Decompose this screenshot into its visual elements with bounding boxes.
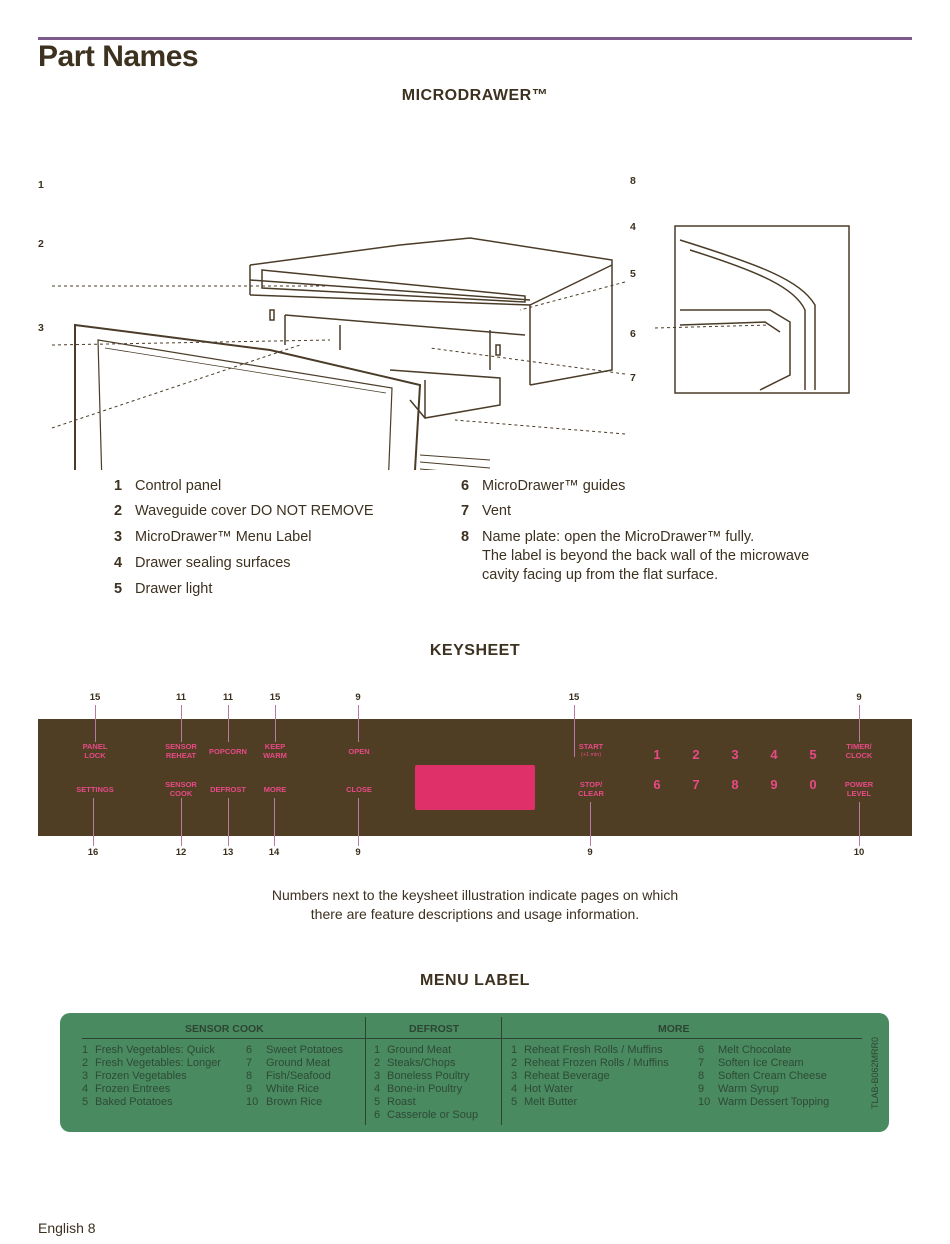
keysheet-page-number: 16 bbox=[87, 847, 99, 858]
close-key[interactable]: CLOSE bbox=[346, 785, 372, 794]
leader-line bbox=[228, 705, 229, 742]
leader-line bbox=[93, 798, 94, 846]
leader-line bbox=[859, 802, 860, 846]
column-divider bbox=[365, 1017, 366, 1125]
stop-clear-key[interactable]: STOP/ CLEAR bbox=[578, 780, 604, 798]
list-item: 8 Soften Cream Cheese bbox=[698, 1070, 827, 1082]
keysheet-page-number: 12 bbox=[175, 847, 187, 858]
more-key[interactable]: MORE bbox=[263, 785, 287, 794]
list-item: 4 Hot Water bbox=[511, 1083, 574, 1095]
keysheet-page-number: 15 bbox=[89, 692, 101, 703]
digit-key-4[interactable]: 4 bbox=[770, 747, 778, 762]
keysheet-page-number: 15 bbox=[269, 692, 281, 703]
leader-line bbox=[274, 798, 275, 846]
keysheet-page-number: 13 bbox=[222, 847, 234, 858]
keysheet-page-number: 9 bbox=[587, 847, 593, 858]
keysheet-title: KEYSHEET bbox=[429, 642, 521, 659]
list-item: 6 Casserole or Soup bbox=[374, 1109, 479, 1121]
page-footer: English 8 bbox=[38, 1220, 96, 1236]
list-item: 3 Boneless Poultry bbox=[374, 1070, 470, 1082]
leader-line bbox=[181, 798, 182, 846]
callout-2: 2 bbox=[38, 238, 44, 250]
list-item: 9 Warm Syrup bbox=[698, 1083, 779, 1095]
panel-lock-key[interactable]: PANEL LOCK bbox=[82, 742, 108, 760]
list-item: 10 Brown Rice bbox=[246, 1096, 323, 1108]
digit-key-1[interactable]: 1 bbox=[653, 747, 661, 762]
more-list-b bbox=[698, 1044, 829, 1109]
part-item: 6 MicroDrawer™ guides bbox=[461, 478, 626, 494]
part-item: 5 Drawer light bbox=[114, 581, 213, 597]
sensor-cook-key[interactable]: SENSOR COOK bbox=[165, 780, 197, 798]
list-item: 5 Baked Potatoes bbox=[82, 1096, 173, 1108]
leader-line bbox=[95, 705, 96, 742]
display-window bbox=[415, 765, 535, 810]
callout-4: 4 bbox=[630, 221, 636, 233]
defrost-key[interactable]: DEFROST bbox=[210, 785, 246, 794]
parts-list bbox=[0, 0, 950, 620]
list-item: 7 Soften Ice Cream bbox=[698, 1057, 804, 1069]
callout-5: 5 bbox=[630, 268, 636, 280]
digit-key-8[interactable]: 8 bbox=[731, 777, 739, 792]
keysheet-note-line-1: Numbers next to the keysheet illustration indicate pages on which bbox=[271, 887, 679, 903]
settings-key[interactable]: SETTINGS bbox=[76, 785, 114, 794]
leader-line bbox=[275, 705, 276, 742]
keysheet-page-number: 11 bbox=[222, 692, 234, 703]
keep-warm-key[interactable]: KEEP WARM bbox=[263, 742, 287, 760]
list-item: 3 Reheat Beverage bbox=[511, 1070, 610, 1082]
part-item: 7 Vent bbox=[461, 503, 512, 519]
leader-line bbox=[358, 798, 359, 846]
part-item: 1 Control panel bbox=[114, 478, 222, 494]
digit-key-5[interactable]: 5 bbox=[809, 747, 817, 762]
callout-1: 1 bbox=[38, 179, 44, 191]
digit-key-3[interactable]: 3 bbox=[731, 747, 739, 762]
more-list-a bbox=[511, 1044, 669, 1109]
digit-key-6[interactable]: 6 bbox=[653, 777, 661, 792]
sensor-cook-list-a bbox=[82, 1044, 221, 1109]
leader-line bbox=[228, 798, 229, 846]
timer-clock-key[interactable]: TIMER/ CLOCK bbox=[845, 742, 873, 760]
digit-key-0[interactable]: 0 bbox=[809, 777, 817, 792]
part-item: 8 Name plate: open the MicroDrawer™ fully. bbox=[461, 529, 755, 545]
list-item: 1 Reheat Fresh Rolls / Muffins bbox=[511, 1044, 663, 1056]
sensor-cook-header: SENSOR COOK bbox=[185, 1023, 264, 1035]
digit-key-7[interactable]: 7 bbox=[692, 777, 700, 792]
list-item: 6 Sweet Potatoes bbox=[246, 1044, 344, 1056]
leader-line bbox=[859, 705, 860, 742]
list-item: 5 Melt Butter bbox=[511, 1096, 578, 1108]
callout-7: 7 bbox=[630, 372, 636, 384]
list-item: 6 Melt Chocolate bbox=[698, 1044, 792, 1056]
digit-key-9[interactable]: 9 bbox=[770, 777, 778, 792]
start-key[interactable]: START (+1 min) bbox=[578, 742, 604, 758]
list-item: 2 Steaks/Chops bbox=[374, 1057, 456, 1069]
leader-line bbox=[590, 802, 591, 846]
sensor-reheat-key[interactable]: SENSOR REHEAT bbox=[165, 742, 197, 760]
list-item: 1 Fresh Vegetables: Quick bbox=[82, 1044, 215, 1056]
defrost-header: DEFROST bbox=[409, 1023, 460, 1035]
list-item: 1 Ground Meat bbox=[374, 1044, 452, 1056]
part-item-continuation: The label is beyond the back wall of the microwave bbox=[482, 548, 810, 564]
more-header: MORE bbox=[658, 1023, 690, 1035]
leader-line bbox=[358, 705, 359, 742]
keysheet-page-number: 10 bbox=[853, 847, 865, 858]
list-item: 4 Bone-in Poultry bbox=[374, 1083, 463, 1095]
keysheet-page-number: 9 bbox=[355, 692, 361, 703]
power-level-key[interactable]: POWER LEVEL bbox=[844, 780, 874, 798]
list-item: 7 Ground Meat bbox=[246, 1057, 331, 1069]
column-divider bbox=[501, 1017, 502, 1125]
defrost-list bbox=[374, 1044, 478, 1122]
list-item: 9 White Rice bbox=[246, 1083, 320, 1095]
popcorn-key[interactable]: POPCORN bbox=[209, 747, 247, 756]
keysheet-page-number: 14 bbox=[268, 847, 280, 858]
digit-key-2[interactable]: 2 bbox=[692, 747, 700, 762]
microdrawer-title: MICRODRAWER™ bbox=[401, 87, 549, 104]
keysheet-page-number: 15 bbox=[568, 692, 580, 703]
leader-line bbox=[181, 705, 182, 742]
page-title: Part Names bbox=[38, 40, 199, 73]
menu-label-title: MENU LABEL bbox=[420, 972, 530, 989]
callout-6: 6 bbox=[630, 328, 636, 340]
open-key[interactable]: OPEN bbox=[348, 747, 370, 756]
list-item: 5 Roast bbox=[374, 1096, 416, 1108]
keysheet-page-number: 11 bbox=[175, 692, 187, 703]
list-item: 8 Fish/Seafood bbox=[246, 1070, 331, 1082]
list-item: 3 Frozen Vegetables bbox=[82, 1070, 187, 1082]
menu-label-panel bbox=[60, 1013, 889, 1132]
part-item-continuation: cavity facing up from the flat surface. bbox=[482, 567, 719, 583]
list-item: 10 Warm Dessert Topping bbox=[698, 1096, 830, 1108]
part-item: 3 MicroDrawer™ Menu Label bbox=[114, 529, 312, 545]
list-item: 2 Reheat Frozen Rolls / Muffins bbox=[511, 1057, 669, 1069]
keysheet-page-number: 9 bbox=[856, 692, 862, 703]
list-item: 2 Fresh Vegetables: Longer bbox=[82, 1057, 221, 1069]
callout-8: 8 bbox=[630, 175, 636, 187]
list-item: 4 Frozen Entrees bbox=[82, 1083, 171, 1095]
menu-label-code: TLAB-B062MRR0 bbox=[870, 1036, 880, 1109]
keysheet-page-number: 9 bbox=[355, 847, 361, 858]
callout-3: 3 bbox=[38, 322, 44, 334]
part-item: 2 Waveguide cover DO NOT REMOVE bbox=[114, 503, 374, 519]
part-item: 4 Drawer sealing surfaces bbox=[114, 555, 291, 571]
header-divider bbox=[82, 1038, 862, 1039]
sensor-cook-list-b bbox=[246, 1044, 343, 1109]
keysheet-note-line-2: there are feature descriptions and usage information. bbox=[310, 906, 640, 922]
